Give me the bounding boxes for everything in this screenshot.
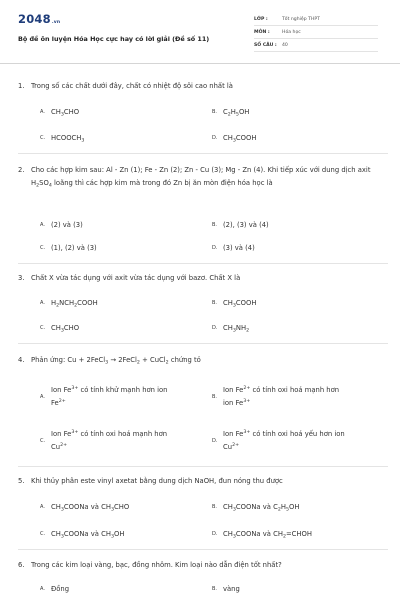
question-divider <box>18 153 388 154</box>
q3-option-a[interactable]: A. $H_2NCH_2COOH$ <box>40 299 98 309</box>
question-stem: Khi thủy phân este vinyl axetat bằng dung dịch NaOH, đun nóng thu được <box>31 477 283 485</box>
header-divider <box>0 63 400 64</box>
q4-option-a[interactable]: A. Ion $Fe^{3+}$ có tính khử mạnh hơn ion $Fe^{2+}$ <box>40 386 168 407</box>
q5-option-d[interactable]: D. $CH_3COONa$ và $CH_2=CHOH$ <box>212 530 312 540</box>
question-number: 5. <box>18 477 25 485</box>
q2-option-a[interactable]: A. (2) và (3) <box>40 221 83 229</box>
question-stem: Cho các hợp kim sau: Al - Zn (1); Fe - Zn (2); Zn - Cu (3); Mg - Zn (4). Khi tiếp xúc với dung dịch axit $H_2SO_4$ loãng thì các hợp kim mà trong đó Zn bị ăn mòn điện hóa học là <box>31 166 371 188</box>
q2-option-d[interactable]: D. (3) và (4) <box>212 244 255 252</box>
q6-option-a[interactable]: A. Đồng <box>40 585 70 593</box>
question-5 <box>18 475 390 488</box>
question-number: 2. <box>18 166 25 174</box>
meta-value: 40 <box>282 43 288 48</box>
question-divider <box>18 263 388 264</box>
q5-option-a[interactable]: A. $CH_3COONa$ và $CH_3CHO$ <box>40 503 130 513</box>
question-3 <box>18 272 390 285</box>
q3-option-b[interactable]: B. $CH_3COOH$ <box>212 299 257 309</box>
site-logo[interactable]: 2048.vn <box>18 12 61 26</box>
q4-option-b[interactable]: B. Ion $Fe^{2+}$ có tính oxi hoá mạnh hơn ion $Fe^{3+}$ <box>212 386 340 407</box>
q4-option-d[interactable]: D. Ion $Fe^{3+}$ có tính oxi hoá yếu hơn ion $Cu^{2+}$ <box>212 430 345 451</box>
question-1 <box>18 80 390 93</box>
q5-option-b[interactable]: B. $CH_3COONa$ và $C_2H_5OH$ <box>212 503 300 513</box>
q1-option-a[interactable]: A. $CH_3CHO$ <box>40 108 80 118</box>
question-number: 6. <box>18 561 25 569</box>
q2-option-b[interactable]: B. (2), (3) và (4) <box>212 221 269 229</box>
q2-option-c[interactable]: C. (1), (2) và (3) <box>40 244 97 252</box>
meta-label: MÔN : <box>254 30 270 35</box>
meta-class-row <box>254 14 378 26</box>
question-divider <box>18 466 388 467</box>
question-6 <box>18 559 390 572</box>
document-title: Bộ đề ôn luyện Hóa Học cực hay có lời giải (Đề số 11) <box>18 35 210 43</box>
question-stem: Trong các kim loại vàng, bạc, đồng nhôm. Kim loại nào dẫn điện tốt nhất? <box>31 561 282 569</box>
question-divider <box>18 343 388 344</box>
q1-option-b[interactable]: B. $C_2H_5OH$ <box>212 108 250 118</box>
q6-option-b[interactable]: B. vàng <box>212 585 240 593</box>
question-stem: Chất X vừa tác dụng với axit vừa tác dụng với bazơ. Chất X là <box>31 274 241 282</box>
q3-option-c[interactable]: C. $CH_3CHO$ <box>40 324 80 334</box>
question-number: 3. <box>18 274 25 282</box>
meta-label: LỚP : <box>254 17 268 22</box>
question-stem: Trong số các chất dưới đây, chất có nhiệt độ sôi cao nhất là <box>31 82 233 90</box>
question-4 <box>18 354 390 367</box>
question-2 <box>18 164 390 189</box>
meta-value: Hóa học <box>282 30 301 35</box>
q1-option-c[interactable]: C. $HCOOCH_3$ <box>40 134 85 144</box>
meta-value: Tốt nghiệp THPT <box>282 17 320 22</box>
question-stem: Phản ứng: Cu + 2FeCl$_3$ → 2FeCl$_2$ + CuCl$_2$ chứng tỏ <box>31 356 201 366</box>
meta-count-row <box>254 40 378 52</box>
q5-option-c[interactable]: C. $CH_3COONa$ và $CH_3OH$ <box>40 530 125 540</box>
q1-option-d[interactable]: D. $CH_3COOH$ <box>212 134 257 144</box>
q4-option-c[interactable]: C. Ion $Fe^{3+}$ có tính oxi hoá mạnh hơn $Cu^{2+}$ <box>40 430 168 451</box>
question-number: 1. <box>18 82 25 90</box>
question-number: 4. <box>18 356 25 364</box>
question-divider <box>18 549 388 550</box>
meta-subject-row <box>254 27 378 39</box>
q3-option-d[interactable]: D. $CH_3NH_2$ <box>212 324 250 334</box>
meta-label: SỐ CÂU : <box>254 43 277 48</box>
